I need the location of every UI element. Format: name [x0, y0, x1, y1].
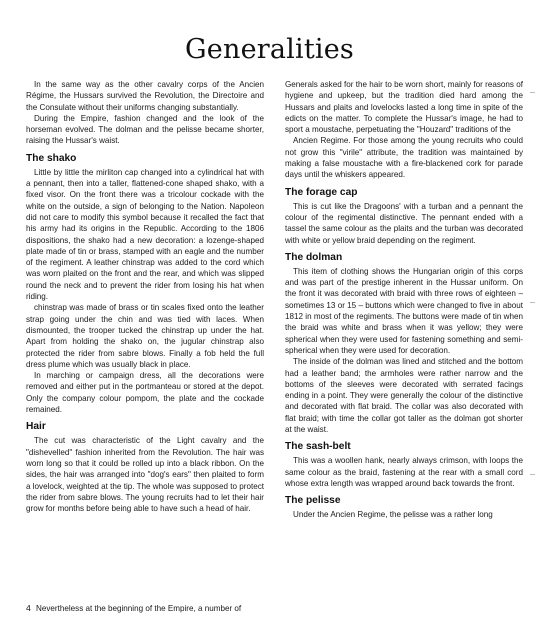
page-title: Generalities [185, 34, 354, 65]
hair-continuation-paragraph-2: Ancien Regime. For those among the young recruits who could not grow this "virile" attribute, the tradition was maintained by making a false moustache with a fire-blackened cork for parade days until the whiskers appeared. [285, 136, 523, 180]
forage-cap-paragraph: This is cut like the Dragoons' with a turban and a pennant the colour of the regimental distinctive. The pennant ended with a tassel the same colour as the plaits and the turban was decorated with white or yellow braid depending on the regiment. [285, 201, 523, 245]
section-heading-shako: The shako [26, 152, 77, 164]
margin-mark [530, 92, 535, 93]
shako-paragraph-3: In marching or campaign dress, all the decorations were removed and either put in the portmanteau or stored at the depot. Only the company colour pompom, the plate and the cockade remained. [26, 371, 264, 415]
shako-paragraph-2: chinstrap was made of brass or tin scales fixed onto the leather strap going under the chin and was tied with laces. When dismounted, the trooper tucked the chinstrap up under the hat. Apart from holding the shako on, the jugular chinstrap also protected the rider from sabre blows. Finally a fob held the full dress plume which was usually black in place. [26, 303, 264, 369]
hair-continuation-paragraph-1: Generals asked for the hair to be worn short, mainly for reasons of hygiene and upkeep, but the tradition died hard among the Hussars and plaits and lovelocks lasted a long time in spite of the edicts on the matter. To complete the Hussar's image, he had to sport a moustache, perpetuating the "Houzard" traditions of the [285, 80, 523, 135]
section-heading-hair: Hair [26, 421, 46, 433]
left-column [26, 79, 264, 514]
shako-paragraph-1: Little by little the mirliton cap changed into a cylindrical hat with a pennant, then into a taller, flattened-cone shaped shako, with a fixed visor. On the front there was a tricolour cockade with the white on the outside, a sign of belonging to the Nation. Napoleon did not care to modify this symbol because it recalled the fact that his army had its origins in the Republic. According to the 1806 dispositions, the shako had a new decoration: a lozenge-shaped plate made of tin or brass, stamped with an eagle and the number of the regiment. A leather chinstrap was added to the cord which was worn plaited on the front and the rear, and which was slipped round the neck and to prevent the rider from losing his hat when riding. [26, 167, 264, 302]
sash-belt-paragraph: This was a woollen hank, nearly always crimson, with loops the same colour as the braid, fastening at the rear with a small cord whose extra length was wrapped around back towards the front. [285, 456, 523, 488]
margin-mark [530, 302, 535, 303]
section-heading-dolman: The dolman [285, 251, 343, 263]
dolman-paragraph-2: The inside of the dolman was lined and stitched and the bottom had a leather band; the armholes were rather narrow and the bottoms of the sleeves were decorated with serrated facings ending in a point. They were generally the colour of the distinctive and decorated with flat braid. The collar was also decorated with flat braid; with time the collar got taller as the dolman got shorter at the waist. [285, 357, 523, 435]
section-heading-sash-belt: The sash-belt [285, 441, 351, 453]
intro-paragraph-1: In the same way as the other cavalry corps of the Ancien Régime, the Hussars survived the Revolution, the Directoire and the Consulate without their uniforms changing substantially. [26, 80, 264, 112]
dolman-paragraph-1: This item of clothing shows the Hungarian origin of this corps and was part of the prestige inherent in the Hussar uniform. On the front it was decorated with braid with three rows of eighteen – sometimes 13 or 15 – buttons which were changed to five in about 1812 in most of the regiments. The buttons were made of tin when the braid was white and brass when it was yellow; they were spherical when they were used for fastening something and semi-spherical when they were used for decoration. [285, 266, 523, 355]
margin-mark [530, 474, 535, 475]
section-heading-pelisse: The pelisse [285, 495, 341, 507]
pelisse-paragraph: Under the Ancien Regime, the pelisse was a rather long [293, 510, 493, 520]
intro-paragraph-2: During the Empire, fashion changed and the look of the horseman evolved. The dolman and the pelisse became shorter, raising the Hussar's waist. [26, 113, 264, 146]
section-heading-forage-cap: The forage cap [285, 186, 358, 198]
hair-paragraph-1: The cut was characteristic of the Light cavalry and the "dishevelled" fashion inherited from the Revolution. The hair was worn long so that it could be rolled up into a black ribbon. On the sides, the hair was arranged into "dog's ears" then plaited to form a lovelock, weighted at the tip. The whole was supposed to protect the rider from sabre blows. The young recruits had to let their hair grow for months before being able to have such a head of hair. [26, 436, 264, 514]
hair-paragraph-2-start: Nevertheless at the beginning of the Empire, a number of [36, 604, 242, 613]
right-column [285, 79, 523, 521]
page-number: 4 [26, 603, 31, 613]
